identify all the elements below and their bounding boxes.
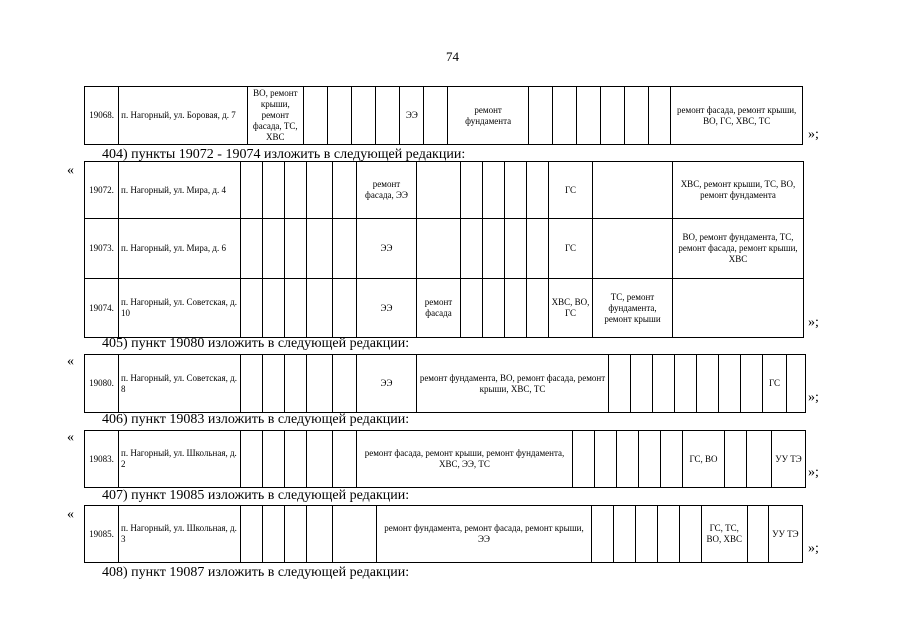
page-number: 74 bbox=[446, 49, 459, 64]
heading-405: 405) пункт 19080 изложить в следующей редакции: bbox=[102, 336, 410, 351]
work-cell: ТС, ремонт фундамента, ремонт крыши bbox=[593, 279, 673, 338]
work-cell: ремонт фундамента, ремонт фасада, ремонт крыши, ЭЭ bbox=[377, 506, 591, 563]
address-cell: п. Нагорный, ул. Советская, д. 8 bbox=[119, 355, 241, 413]
work-cell: ремонт фасада, ремонт крыши, ВО, ГС, ХВС, ТС bbox=[671, 87, 803, 145]
open-quote: « bbox=[67, 507, 74, 522]
work-cell: ЭЭ bbox=[357, 279, 417, 338]
row-number: 19068. bbox=[85, 87, 119, 145]
address-cell: п. Нагорный, ул. Школьная, д. 3 bbox=[119, 506, 241, 563]
address-cell: п. Нагорный, ул. Боровая, д. 7 bbox=[119, 87, 248, 145]
address-cell: п. Нагорный, ул. Советская, д. 10 bbox=[119, 279, 241, 338]
work-cell: ГС bbox=[549, 219, 593, 279]
close-quote: »; bbox=[808, 465, 819, 480]
heading-408: 408) пункт 19087 изложить в следующей редакции: bbox=[102, 565, 410, 580]
close-quote: »; bbox=[808, 127, 819, 142]
table-row-19083 bbox=[84, 430, 806, 488]
work-cell: ХВС, ВО, ГС bbox=[549, 279, 593, 338]
heading-404: 404) пункты 19072 - 19074 изложить в следующей редакции: bbox=[102, 147, 466, 162]
work-cell: ВО, ремонт фундамента, ТС, ремонт фасада, ремонт крыши, ХВС bbox=[673, 219, 804, 279]
work-cell: ГС, ТС, ВО, ХВС bbox=[701, 506, 747, 563]
open-quote: « bbox=[67, 163, 74, 178]
row-number: 19080. bbox=[85, 355, 119, 413]
work-cell: ГС bbox=[763, 355, 787, 413]
row-number: 19074. bbox=[85, 279, 119, 338]
open-quote: « bbox=[67, 430, 74, 445]
row-number: 19073. bbox=[85, 219, 119, 279]
table-row-19085 bbox=[84, 505, 803, 563]
row-number: 19083. bbox=[85, 431, 119, 488]
row-number: 19072. bbox=[85, 162, 119, 219]
work-cell: ЭЭ bbox=[357, 219, 417, 279]
address-cell: п. Нагорный, ул. Школьная, д. 2 bbox=[119, 431, 241, 488]
work-cell: ХВС, ремонт крыши, ТС, ВО, ремонт фундамента bbox=[673, 162, 804, 219]
work-cell: УУ ТЭ bbox=[768, 506, 802, 563]
work-cell: ремонт фасада, ремонт крыши, ремонт фундамента, ХВС, ЭЭ, ТС bbox=[357, 431, 573, 488]
table-rows-19072-19074 bbox=[84, 161, 804, 338]
table-row-19080 bbox=[84, 354, 806, 413]
open-quote: « bbox=[67, 354, 74, 369]
work-cell: ремонт фасада, ЭЭ bbox=[357, 162, 417, 219]
work-cell: ГС, ВО bbox=[683, 431, 725, 488]
row-number: 19085. bbox=[85, 506, 119, 563]
address-cell: п. Нагорный, ул. Мира, д. 4 bbox=[119, 162, 241, 219]
address-cell: п. Нагорный, ул. Мира, д. 6 bbox=[119, 219, 241, 279]
work-cell: ремонт фасада bbox=[417, 279, 461, 338]
close-quote: »; bbox=[808, 541, 819, 556]
work-cell: ремонт фундамента, ВО, ремонт фасада, ремонт крыши, ХВС, ТС bbox=[417, 355, 609, 413]
close-quote: »; bbox=[808, 390, 819, 405]
close-quote: »; bbox=[808, 315, 819, 330]
heading-407: 407) пункт 19085 изложить в следующей редакции: bbox=[102, 488, 410, 503]
table-row-19068 bbox=[84, 86, 803, 145]
work-cell: УУ ТЭ bbox=[772, 431, 806, 488]
work-cell: ремонт фундамента bbox=[448, 87, 528, 145]
heading-406: 406) пункт 19083 изложить в следующей редакции: bbox=[102, 412, 410, 427]
work-cell: ЭЭ bbox=[400, 87, 424, 145]
work-cell: ЭЭ bbox=[357, 355, 417, 413]
work-cell: ГС bbox=[549, 162, 593, 219]
work-cell: ВО, ремонт крыши, ремонт фасада, ТС, ХВС bbox=[247, 87, 303, 145]
